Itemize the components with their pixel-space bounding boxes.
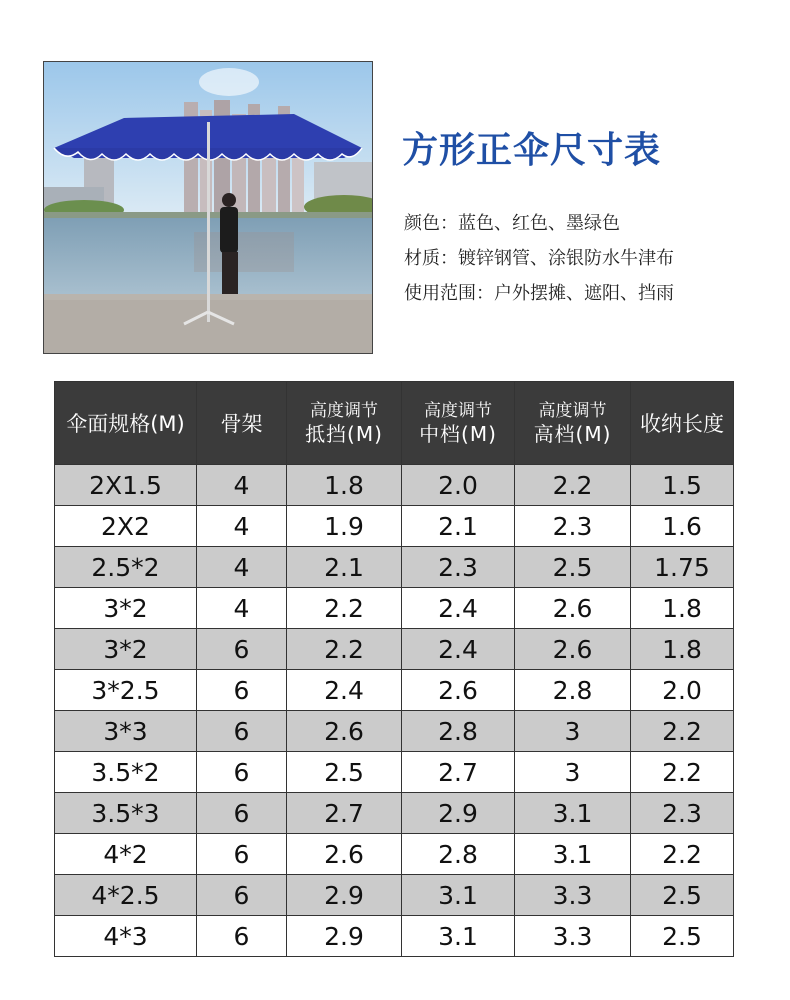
cell-height-mid: 2.6 (402, 670, 515, 711)
cell-height-low: 2.9 (287, 875, 402, 916)
cell-height-low: 1.8 (287, 465, 402, 506)
spec-material-label: 材质： (404, 248, 458, 269)
spec-usage-value: 户外摆摊、遮阳、挡雨 (494, 283, 674, 304)
umbrella-photo-image (44, 62, 372, 353)
cell-height-mid: 2.8 (402, 711, 515, 752)
table-row (55, 588, 734, 629)
cell-frame-ribs: 6 (197, 629, 287, 670)
table-body (55, 465, 734, 957)
cell-folded-length: 2.2 (631, 834, 734, 875)
cell-canopy-size: 3*2.5 (55, 670, 197, 711)
cell-height-low: 2.7 (287, 793, 402, 834)
cell-height-mid: 2.4 (402, 629, 515, 670)
table-row (55, 875, 734, 916)
table-row (55, 793, 734, 834)
spec-color-value: 蓝色、红色、墨绿色 (458, 213, 620, 234)
cell-canopy-size: 3.5*3 (55, 793, 197, 834)
cell-folded-length: 2.5 (631, 916, 734, 957)
cell-height-high: 3 (515, 711, 631, 752)
cell-height-high: 3.3 (515, 875, 631, 916)
cell-height-mid: 2.1 (402, 506, 515, 547)
cell-frame-ribs: 4 (197, 588, 287, 629)
table-row (55, 711, 734, 752)
cell-folded-length: 1.8 (631, 629, 734, 670)
cell-height-mid: 2.3 (402, 547, 515, 588)
size-table (54, 381, 734, 957)
header-canopy-size: 伞面规格(M) (55, 382, 197, 465)
cell-frame-ribs: 6 (197, 875, 287, 916)
cell-canopy-size: 2X1.5 (55, 465, 197, 506)
cell-canopy-size: 3*2 (55, 629, 197, 670)
cell-frame-ribs: 4 (197, 547, 287, 588)
cell-height-mid: 3.1 (402, 875, 515, 916)
header-frame-ribs: 骨架 (197, 382, 287, 465)
cell-height-high: 3.1 (515, 793, 631, 834)
cell-canopy-size: 3*2 (55, 588, 197, 629)
cell-height-mid: 2.9 (402, 793, 515, 834)
cell-height-mid: 2.8 (402, 834, 515, 875)
table-row (55, 506, 734, 547)
cell-height-mid: 2.4 (402, 588, 515, 629)
cell-frame-ribs: 6 (197, 834, 287, 875)
cell-canopy-size: 4*2 (55, 834, 197, 875)
cell-canopy-size: 3*3 (55, 711, 197, 752)
cell-height-high: 3.3 (515, 916, 631, 957)
table-header-row (55, 382, 734, 465)
cell-height-low: 2.4 (287, 670, 402, 711)
cell-folded-length: 1.75 (631, 547, 734, 588)
cell-height-mid: 2.7 (402, 752, 515, 793)
header-height-mid: 高度调节 中档(M) (402, 382, 515, 465)
cell-height-high: 2.2 (515, 465, 631, 506)
page-title: 方形正伞尺寸表 (402, 130, 662, 171)
cell-frame-ribs: 6 (197, 793, 287, 834)
cell-frame-ribs: 6 (197, 916, 287, 957)
cell-height-mid: 2.0 (402, 465, 515, 506)
spec-material (404, 244, 674, 270)
table-row (55, 670, 734, 711)
spec-color (404, 209, 620, 235)
cell-height-low: 1.9 (287, 506, 402, 547)
cell-frame-ribs: 4 (197, 465, 287, 506)
cell-folded-length: 2.0 (631, 670, 734, 711)
cell-canopy-size: 4*2.5 (55, 875, 197, 916)
cell-height-low: 2.5 (287, 752, 402, 793)
cell-height-high: 3 (515, 752, 631, 793)
cell-frame-ribs: 6 (197, 670, 287, 711)
cell-canopy-size: 2X2 (55, 506, 197, 547)
cell-height-high: 2.5 (515, 547, 631, 588)
cell-folded-length: 2.3 (631, 793, 734, 834)
cell-folded-length: 2.5 (631, 875, 734, 916)
cell-height-low: 2.2 (287, 588, 402, 629)
cell-folded-length: 2.2 (631, 752, 734, 793)
cell-height-high: 2.8 (515, 670, 631, 711)
cell-height-high: 2.6 (515, 629, 631, 670)
header-height-low: 高度调节 抵挡(M) (287, 382, 402, 465)
cell-height-low: 2.6 (287, 711, 402, 752)
cell-frame-ribs: 6 (197, 711, 287, 752)
spec-usage-label: 使用范围： (404, 283, 494, 304)
cell-canopy-size: 2.5*2 (55, 547, 197, 588)
table-row (55, 465, 734, 506)
table-row (55, 752, 734, 793)
cell-frame-ribs: 4 (197, 506, 287, 547)
cell-canopy-size: 3.5*2 (55, 752, 197, 793)
table-row (55, 547, 734, 588)
cell-folded-length: 1.5 (631, 465, 734, 506)
cell-height-high: 2.3 (515, 506, 631, 547)
table-row (55, 916, 734, 957)
cell-height-low: 2.2 (287, 629, 402, 670)
spec-material-value: 镀锌钢管、涂银防水牛津布 (458, 248, 674, 269)
cell-canopy-size: 4*3 (55, 916, 197, 957)
table-row (55, 834, 734, 875)
cell-height-high: 3.1 (515, 834, 631, 875)
product-photo (43, 61, 373, 354)
header-height-high: 高度调节 高档(M) (515, 382, 631, 465)
spec-usage (404, 279, 674, 305)
spec-color-label: 颜色： (404, 213, 458, 234)
cell-height-low: 2.6 (287, 834, 402, 875)
cell-height-high: 2.6 (515, 588, 631, 629)
cell-height-mid: 3.1 (402, 916, 515, 957)
cell-folded-length: 1.6 (631, 506, 734, 547)
cell-height-low: 2.9 (287, 916, 402, 957)
cell-height-low: 2.1 (287, 547, 402, 588)
cell-folded-length: 1.8 (631, 588, 734, 629)
header-folded-length: 收纳长度 (631, 382, 734, 465)
cell-frame-ribs: 6 (197, 752, 287, 793)
cell-folded-length: 2.2 (631, 711, 734, 752)
table-row (55, 629, 734, 670)
